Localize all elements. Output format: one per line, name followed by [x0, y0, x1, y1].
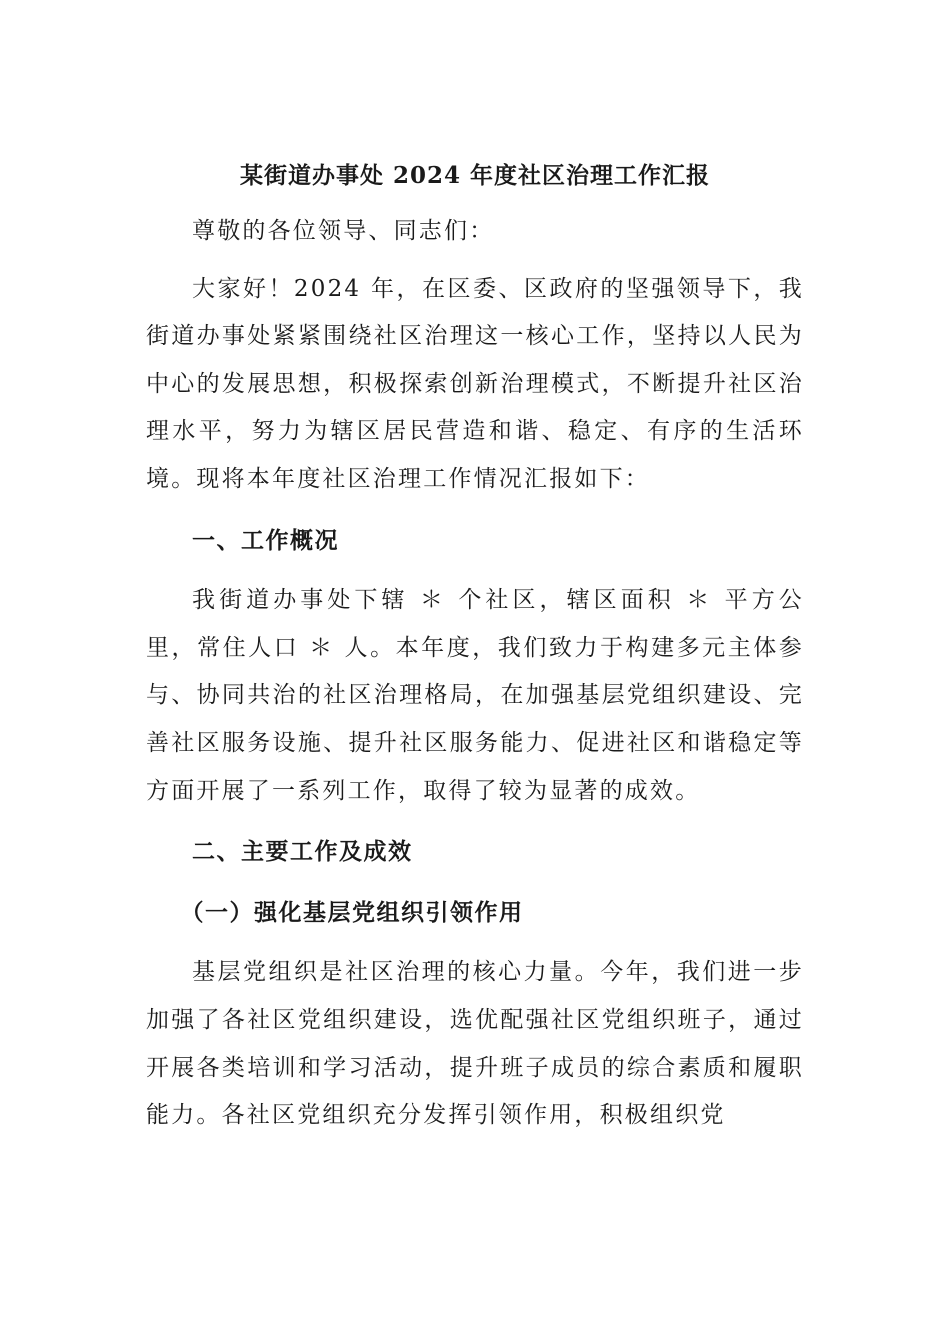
- section-heading-overview: 一、工作概况: [192, 526, 339, 554]
- subsection-heading-party-leadership: （一）强化基层党组织引领作用: [180, 898, 524, 926]
- section-heading-main-work: 二、主要工作及成效: [192, 838, 413, 866]
- intro-paragraph: 大家好！2024 年，在区委、区政府的坚强领导下，我街道办事处紧紧围绕社区治理这一核心工作，坚持以人民为中心的发展思想，积极探索创新治理模式，不断提升社区治理水平，努力为辖区居民营造和谐、稳定、有序的生活环境。现将本年度社区治理工作情况汇报如下：: [146, 275, 804, 492]
- overview-paragraph: 我街道办事处下辖 ＊ 个社区，辖区面积 ＊ 平方公里，常住人口 ＊ 人。本年度，我们致力于构建多元主体参与、协同共治的社区治理格局，在加强基层党组织建设、完善社区服务设施、提升社区服务能力、促进社区和谐稳定等方面开展了一系列工作，取得了较为显著的成效。: [146, 587, 804, 804]
- party-leadership-paragraph: 基层党组织是社区治理的核心力量。今年，我们进一步加强了各社区党组织建设，选优配强社区党组织班子，通过开展各类培训和学习活动，提升班子成员的综合素质和履职能力。各社区党组织充分发挥引领作用，积极组织党: [146, 959, 804, 1129]
- document-title: 某街道办事处 2024 年度社区治理工作汇报: [239, 162, 711, 189]
- salutation: 尊敬的各位领导、同志们：: [192, 218, 495, 244]
- document-content: [146, 150, 804, 1140]
